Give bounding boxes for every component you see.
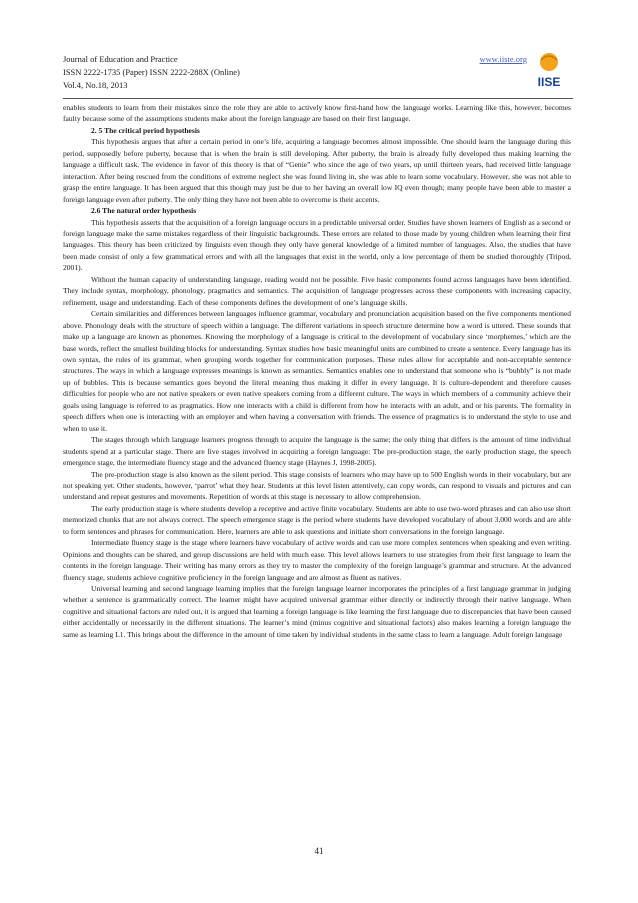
logo-text: IISE: [537, 75, 561, 89]
running-header: [63, 53, 571, 92]
paragraph: This hypothesis argues that after a certain period in one’s life, acquiring a language becomes almost impossible. One should learn the language during this period, supposedly before puberty, because that is when the brain is still developing. After puberty, the brain is already fully developed thus making learning the language a difficult task. The evidence in favor of this theory is that of “Genie” who since the age of two years, up until thirteen years, had received little language interaction. After being rescued from the conditions of extreme neglect she was found living in, she was able to learn some vocabulary. However, she was not able to grasp the entire language. It has been argued that this though may just be due to her having an overall low IQ even though; many people have been able to master a foreign language even after puberty. The only thing they have not been able to overcome is their accents.: [63, 137, 571, 204]
article-body: [63, 102, 571, 640]
section-heading: 2. 5 The critical period hypothesis: [91, 125, 200, 135]
paragraph: The stages through which language learners progress through to acquire the language is the same; the only thing that differs is the amount of time individual students spend at a particular stage. There are five stages involved in acquiring a foreign language: The pre-production stage, the early production stage, the speech emergence stage, the intermediate fluency stage and the advanced fluency stage (Haynes J, 1998-2005).: [63, 435, 571, 468]
issn-line: ISSN 2222-1735 (Paper) ISSN 2222-288X (Online): [63, 67, 240, 77]
paragraph: The pre-production stage is also known as the silent period. This stage consists of learners who may have up to 500 English words in their vocabulary, but are not speaking yet. Other students, however, ‘parrot’ what they hear. Students at this level listen attentively, can copy words, can respond to visuals and pictures and can understand and repeat gestures and movements. Repetition of words at this stage is necessary to allow comprehension.: [63, 469, 571, 502]
paragraph: enables students to learn from their mistakes since the role they are able to actively know first-hand how the language works. Learning like this, however, becomes faulty because some of the assumptions students make about the foreign language are based on their first language.: [63, 103, 571, 124]
paragraph: Universal learning and second language learning implies that the foreign language learner incorporates the principles of a first language grammar in judging whether a sentence is grammatically correct. The learner might have acquired universal grammar either directly or indirectly through their native language. When cognitive and situational factors are ruled out, it is argued that learning a foreign language is like learning the first language due to discrepancies that have been caused either accidentally or necessarily in the different situations. The learner’s mind (minus cognitive and situational factors) also makes learning a foreign language the same as learning L1. This brings about the difference in the amount of time taken by individual students in the same class to learn a language. Adult foreign language: [63, 584, 571, 639]
header-rule: [63, 98, 573, 99]
journal-url-link[interactable]: www.iiste.org: [479, 54, 527, 64]
paragraph: Certain similarities and differences between languages influence grammar, vocabulary and pronunciation acquisition based on the five components mentioned above. Phonology deals with the structure of speech within a language. The different variations in speech structure determine how a word is uttered. These sounds that make up a language are known as phonemes. Knowing the morphology of a language is critical to the development of vocabulary since ‘morphemes,’ which are the base words, reflect the smallest building blocks for understanding. Syntax studies how basic meaningful units are combined to create a sentence. Every language has its own syntax, the rules of its grammar, when grouping words together for communication purposes. These rules allow for acceptable and non-acceptable sentence structures. The ways in which a language expresses meanings is known as semantics. Semantics enables one to understand that someone who is “bubbly” is not made up of bubbles. This is because semantics goes beyond the literal meaning thus making it differ in every language. It is culture-dependent and therefore causes difficulties for people who are not native speakers or even native speakers coming from a different culture. The ways in which members of a community achieve their goals using language is referred to as pragmatics. How one interacts with a child is different from how he interacts with an adult, and or his parents. The formality in speech differs when one is interacting with an employer and when having a conversation with friends. The essence of pragmatics is to understand the style to use and when to use it.: [63, 309, 571, 433]
journal-title: Journal of Education and Practice: [63, 54, 178, 64]
paragraph: The early production stage is where students develop a receptive and active finite vocabulary. Students are able to use two-word phrases and can also use short memorized chunks that are not always correct. The speech emergence stage is the period where students have developed vocabulary of about 3,000 words and are able to form sentences and phrases for communication. Here, learners are able to ask questions and initiate short conversations in the foreign language.: [63, 503, 571, 536]
paragraph: Intermediate fluency stage is the stage where learners have vocabulary of active words and can use more complex sentences when speaking and even writing. Opinions and thoughts can be shared, and group discussions are held with much ease. This level allows learners to use strategies from their first language to learn the contents in the foreign language. Their writing has many errors as they try to master the complexity of the foreign language’s grammar and structure. At the advanced fluency stage, students achieve cognitive proficiency in the foreign language and are almost as fluent as natives.: [63, 538, 571, 582]
paragraph: Without the human capacity of understanding language, reading would not be possible. Five basic components found across languages have been identified. They include syntax, morphology, phonology, pragmatics and semantics. The acquisition of language progresses across these components with increasing capacity, refinement, usage and understanding. Each of these components defines the development of one’s language skills.: [63, 274, 571, 307]
section-heading: 2.6 The natural order hypothesis: [91, 206, 197, 216]
iiste-logo-icon: [527, 48, 571, 92]
paragraph: This hypothesis asserts that the acquisition of a foreign language occurs in a predictable universal order. Studies have shown learners of English as a second or foreign language make the same mistakes regardless of their linguistic backgrounds. These errors are related to those made by young children when learning their first languages. This theory has been criticized by linguists even though they only have general knowledge of a limited number of languages. Also, the studies that have been made consist of only a few grammatical errors and with all the languages that exist in the world, only a low percentage of them be studied thoroughly (Tripod, 2001).: [63, 217, 571, 273]
volume-line: Vol.4, No.18, 2013: [63, 80, 128, 90]
page-number: 41: [314, 846, 324, 856]
